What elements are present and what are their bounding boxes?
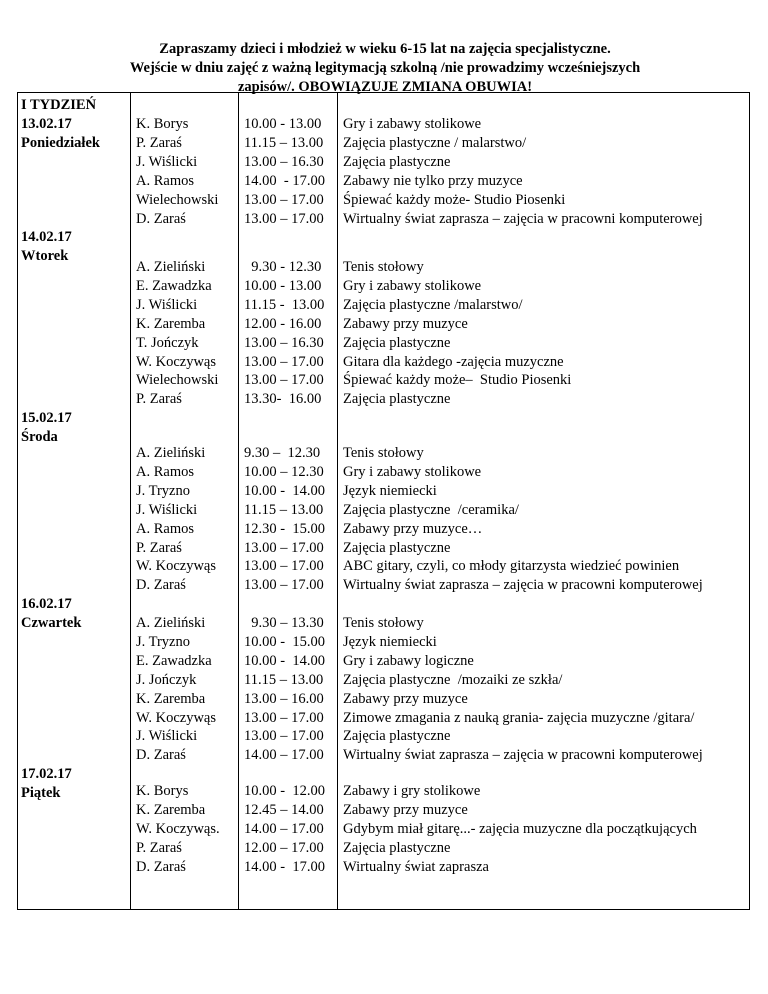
- time-range: 13.00 – 17.00: [244, 728, 324, 745]
- instructor-name: A. Zieliński: [136, 259, 206, 275]
- time-range: 11.15 – 13.00: [244, 134, 324, 151]
- instructor-name: Wielechowski: [136, 191, 219, 208]
- activity-name: Zabawy i gry stolikowe: [343, 783, 481, 799]
- activity-name: Tenis stołowy: [343, 615, 424, 631]
- time-range: 10.00 - 12.00: [244, 783, 325, 799]
- time-range: 12.00 – 17.00: [244, 839, 324, 856]
- day-weekday: Wtorek: [21, 248, 69, 264]
- instructor-name: J. Wiślicki: [136, 728, 198, 745]
- instructor-name: J. Wiślicki: [136, 153, 198, 170]
- instructor-name: P. Zaraś: [136, 391, 182, 408]
- activity-name: Zajęcia plastyczne: [343, 334, 451, 351]
- instructor-name: D. Zaraś: [136, 747, 186, 764]
- time-range: 13.00 – 17.00: [244, 709, 324, 726]
- instructor-name: K. Zaremba: [136, 801, 206, 818]
- time-range: 9.30 - 12.30: [244, 259, 322, 275]
- instructor-name: K. Zaremba: [136, 690, 206, 707]
- activity-name: Tenis stołowy: [343, 445, 424, 461]
- instructor-name: A. Ramos: [136, 520, 194, 537]
- day-weekday: Poniedziałek: [21, 135, 100, 151]
- instructor-name: J. Tryzno: [136, 633, 190, 650]
- time-range: 14.00 – 17.00: [244, 820, 324, 837]
- time-range: 10.00 - 15.00: [244, 633, 325, 650]
- activity-name: Zajęcia plastyczne /malarstwo/: [343, 296, 523, 313]
- time-range: 11.15 – 13.00: [244, 671, 324, 688]
- time-range: 9.30 – 13.30: [244, 615, 324, 631]
- activity-name: Gry i zabawy stolikowe: [343, 463, 482, 480]
- time-range: 10.00 – 12.30: [244, 463, 324, 480]
- instructor-name: P. Zaraś: [136, 539, 182, 556]
- time-range: 14.00 - 17.00: [244, 172, 325, 189]
- instructor-name: P. Zaraś: [136, 839, 182, 856]
- instructor-name: W. Koczywąs: [136, 353, 216, 370]
- activity-name: Zabawy przy muzyce: [343, 690, 468, 707]
- time-range: 13.30- 16.00: [244, 391, 322, 408]
- activity-name: Zabawy nie tylko przy muzyce: [343, 172, 523, 189]
- header-line-1: Zapraszamy dzieci i młodzież w wieku 6-15 lat na zajęcia specjalistyczne.: [159, 41, 611, 57]
- instructor-name: E. Zawadzka: [136, 277, 212, 294]
- day-date: 17.02.17: [21, 766, 72, 782]
- activity-name: Język niemiecki: [343, 482, 437, 499]
- activity-name: Zabawy przy muzyce: [343, 315, 468, 332]
- time-range: 11.15 - 13.00: [244, 296, 325, 313]
- activity-name: Zabawy przy muzyce: [343, 801, 468, 818]
- instructor-name: W. Koczywąs.: [136, 820, 220, 837]
- activity-name: Wirtualny świat zaprasza: [343, 858, 489, 875]
- time-range: 9.30 – 12.30: [244, 445, 321, 461]
- time-range: 13.00 – 17.00: [244, 210, 324, 227]
- time-range: 10.00 - 14.00: [244, 652, 325, 669]
- activity-name: Zajęcia plastyczne: [343, 839, 451, 856]
- day-date: 13.02.17: [21, 116, 72, 132]
- instructor-name: D. Zaraś: [136, 858, 186, 875]
- activity-name: Wirtualny świat zaprasza – zajęcia w pracowni komputerowej: [343, 210, 703, 227]
- activity-name: Gry i zabawy stolikowe: [343, 277, 482, 294]
- day-weekday: Środa: [21, 429, 58, 445]
- instructor-name: P. Zaraś: [136, 134, 182, 151]
- time-range: 13.00 – 16.30: [244, 334, 324, 351]
- time-range: 12.00 - 16.00: [244, 315, 322, 332]
- time-range: 13.00 – 16.00: [244, 690, 324, 707]
- column-divider: [130, 93, 131, 909]
- instructor-name: J. Tryzno: [136, 482, 190, 499]
- instructor-name: A. Zieliński: [136, 445, 206, 461]
- instructor-name: D. Zaraś: [136, 577, 186, 594]
- week-label: I TYDZIEŃ: [21, 97, 97, 113]
- activity-name: Gitara dla każdego -zajęcia muzyczne: [343, 353, 564, 370]
- time-range: 14.00 - 17.00: [244, 858, 325, 875]
- activity-name: Gry i zabawy stolikowe: [343, 116, 482, 132]
- time-range: 10.00 - 14.00: [244, 482, 325, 499]
- instructor-name: W. Koczywąs: [136, 709, 216, 726]
- day-date: 14.02.17: [21, 229, 72, 245]
- column-divider: [337, 93, 338, 909]
- time-range: 13.00 – 17.00: [244, 353, 324, 370]
- instructor-name: A. Zieliński: [136, 615, 206, 631]
- header-line-3: zapisów/. OBOWIĄZUJE ZMIANA OBUWIA!: [237, 79, 533, 95]
- time-range: 12.45 – 14.00: [244, 801, 324, 818]
- activity-name: Tenis stołowy: [343, 259, 424, 275]
- activity-name: Wirtualny świat zaprasza – zajęcia w pracowni komputerowej: [343, 577, 703, 594]
- activity-name: Gdybym miał gitarę...- zajęcia muzyczne dla początkujących: [343, 820, 697, 837]
- time-range: 13.00 – 17.00: [244, 372, 324, 389]
- instructor-name: W. Koczywąs: [136, 558, 216, 575]
- instructor-name: A. Ramos: [136, 463, 194, 480]
- activity-name: Śpiewać każdy może- Studio Piosenki: [343, 191, 566, 208]
- time-range: 13.00 – 17.00: [244, 539, 324, 556]
- instructor-name: K. Zaremba: [136, 315, 206, 332]
- activity-name: Zabawy przy muzyce…: [343, 520, 483, 537]
- time-range: 13.00 – 17.00: [244, 577, 324, 594]
- page-header: [60, 40, 710, 97]
- header-line-2: Wejście w dniu zajęć z ważną legitymacją szkolną /nie prowadzimy wcześniejszych: [129, 60, 641, 76]
- activity-name: Język niemiecki: [343, 633, 437, 650]
- instructor-name: K. Borys: [136, 116, 189, 132]
- activity-name: ABC gitary, czyli, co młody gitarzysta wiedzieć powinien: [343, 558, 680, 575]
- instructor-name: J. Wiślicki: [136, 296, 198, 313]
- day-date: 15.02.17: [21, 410, 72, 426]
- activity-name: Zajęcia plastyczne / malarstwo/: [343, 134, 527, 151]
- time-range: 12.30 - 15.00: [244, 520, 325, 537]
- instructor-name: J. Jończyk: [136, 671, 197, 688]
- time-range: 13.00 – 17.00: [244, 558, 324, 575]
- time-range: 10.00 - 13.00: [244, 116, 322, 132]
- instructor-name: K. Borys: [136, 783, 189, 799]
- instructor-name: Wielechowski: [136, 372, 219, 389]
- time-range: 10.00 - 13.00: [244, 277, 322, 294]
- activity-name: Gry i zabawy logiczne: [343, 652, 474, 669]
- instructor-name: J. Wiślicki: [136, 501, 198, 518]
- day-weekday: Czwartek: [21, 615, 82, 631]
- instructor-name: T. Jończyk: [136, 334, 199, 351]
- activity-name: Zajęcia plastyczne: [343, 391, 451, 408]
- activity-name: Śpiewać każdy może– Studio Piosenki: [343, 372, 572, 389]
- activity-name: Zajęcia plastyczne /mozaiki ze szkła/: [343, 671, 563, 688]
- activity-name: Wirtualny świat zaprasza – zajęcia w pracowni komputerowej: [343, 747, 703, 764]
- day-weekday: Piątek: [21, 785, 61, 801]
- instructor-name: D. Zaraś: [136, 210, 186, 227]
- activity-name: Zajęcia plastyczne: [343, 153, 451, 170]
- time-range: 13.00 – 17.00: [244, 191, 324, 208]
- activity-name: Zajęcia plastyczne /ceramika/: [343, 501, 519, 518]
- activity-name: Zimowe zmagania z nauką grania- zajęcia muzyczne /gitara/: [343, 709, 695, 726]
- time-range: 11.15 – 13.00: [244, 501, 324, 518]
- column-divider: [238, 93, 239, 909]
- instructor-name: A. Ramos: [136, 172, 194, 189]
- time-range: 14.00 – 17.00: [244, 747, 324, 764]
- activity-name: Zajęcia plastyczne: [343, 728, 451, 745]
- instructor-name: E. Zawadzka: [136, 652, 212, 669]
- day-date: 16.02.17: [21, 596, 72, 612]
- time-range: 13.00 – 16.30: [244, 153, 324, 170]
- activity-name: Zajęcia plastyczne: [343, 539, 451, 556]
